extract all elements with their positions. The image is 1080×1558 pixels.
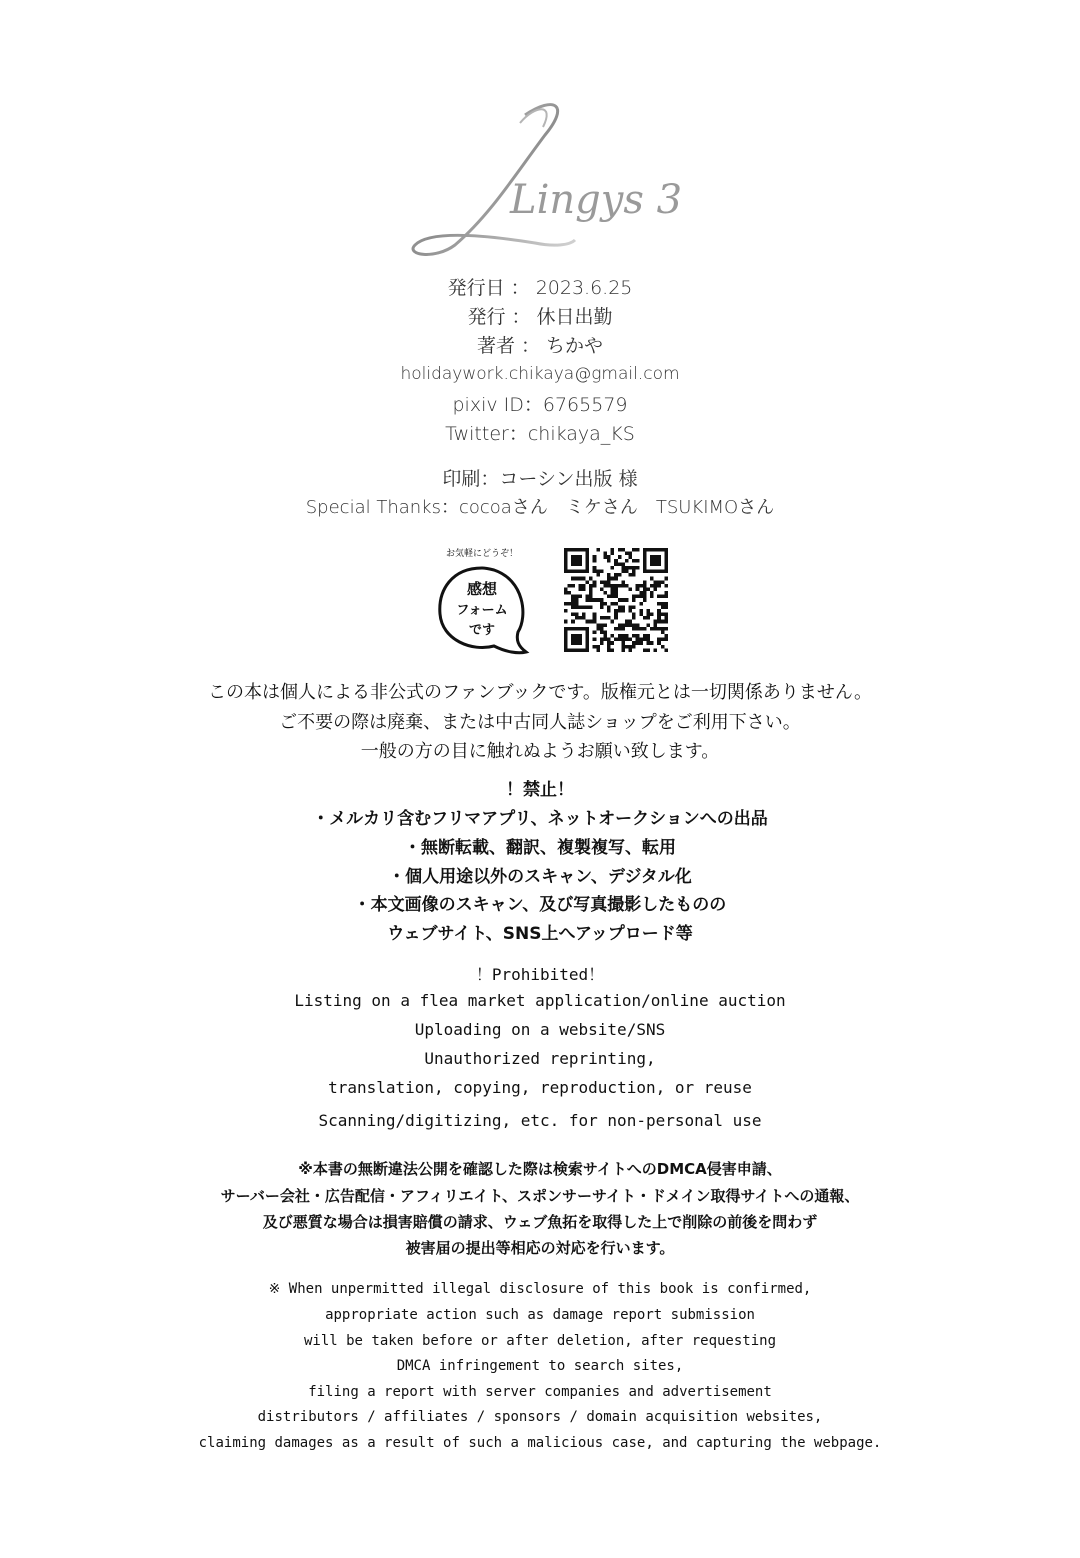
dmca-jp-line: 及び悪質な場合は損害賠償の請求、ウェブ魚拓を取得した上で削除の前後を問わず: [262, 1213, 818, 1231]
qr-code[interactable]: [564, 548, 668, 652]
twitter-handle: Twitter：chikaya_KS: [445, 423, 635, 445]
dmca-jp-line: 被害届の提出等相応の対応を行います。: [405, 1239, 675, 1257]
feedback-top-text: お気軽にどうぞ！: [445, 549, 519, 559]
dmca-en-line: DMCA infringement to search sites,: [396, 1358, 684, 1374]
dmca-en-line: filing a report with server companies and advertisement: [308, 1384, 772, 1400]
email: holidaywork.chikaya@gmail.com: [400, 364, 680, 384]
dmca-en-line: claiming damages as a result of such a malicious case, and capturing the webpage.: [198, 1435, 882, 1451]
dmca-en-line: ※ When unpermitted illegal disclosure of this book is confirmed,: [268, 1281, 812, 1297]
prohibited-jp-heading: ！禁止！: [506, 780, 574, 800]
prohibited-en-item: Uploading on a website/SNS: [414, 1020, 666, 1039]
dmca-jp-line: サーバー会社・広告配信・アフィリエイト、スポンサーサイト・ドメイン取得サイトへの通報、: [220, 1187, 860, 1205]
prohibited-jp-item: ・本文画像のスキャン、及び写真撮影したものの: [353, 895, 727, 915]
prohibited-en-item: Unauthorized reprinting,: [424, 1049, 656, 1068]
feedback-line2: フォーム: [456, 603, 508, 618]
special-thanks: Special Thanks：cocoaさん ミケさん TSUKIMOさん: [305, 497, 775, 518]
prohibited-jp-item: ・メルカリ含むフリマアプリ、ネットオークションへの出品: [312, 809, 768, 829]
notice-line-3: 一般の方の目に触れぬようお願い致します。: [360, 741, 720, 762]
prohibited-en-item: Scanning/digitizing, etc. for non-personal use: [318, 1111, 762, 1130]
feedback-line1: 感想: [466, 580, 498, 598]
notice-line-2: ご不要の際は廃棄、または中古同人誌ショップをご利用下さい。: [279, 712, 801, 733]
prohibited-en-item: translation, copying, reproduction, or reuse: [328, 1078, 752, 1097]
dmca-en-line: will be taken before or after deletion, after requesting: [303, 1333, 776, 1349]
feedback-line3: です: [468, 623, 496, 638]
dmca-jp-line: ※本書の無断違法公開を確認した際は検索サイトへのDMCA侵害申請、: [298, 1160, 782, 1178]
prohibited-en-item: Listing on a flea market application/online auction: [294, 991, 786, 1010]
pixiv-id: pixiv ID：6765579: [452, 394, 628, 416]
feedback-bubble: [432, 540, 532, 660]
dmca-en-line: appropriate action such as damage report submission: [325, 1307, 755, 1323]
publisher: 発行 ： 休日出勤: [467, 306, 613, 328]
issue-date: 発行日 ： 2023.6.25: [447, 277, 633, 299]
dmca-en-line: distributors / affiliates / sponsors / domain acquisition websites,: [257, 1409, 823, 1425]
prohibited-jp-item: ウェブサイト、SNS上へアップロード等: [387, 924, 693, 944]
author: 著者 ： ちかや: [476, 335, 604, 357]
notice-line-1: この本は個人による非公式のファンブックです。版権元とは一切関係ありません。: [207, 682, 873, 703]
printer: 印刷：コーシン出版 様: [442, 468, 638, 490]
prohibited-jp-item: ・無断転載、翻訳、複製複写、転用: [404, 838, 676, 858]
title-logo-text: Lingys 3: [510, 177, 683, 223]
prohibited-en-heading: ！Prohibited！: [475, 965, 605, 984]
title-logo: [395, 95, 695, 265]
prohibited-jp-item: ・個人用途以外のスキャン、デジタル化: [388, 867, 692, 887]
